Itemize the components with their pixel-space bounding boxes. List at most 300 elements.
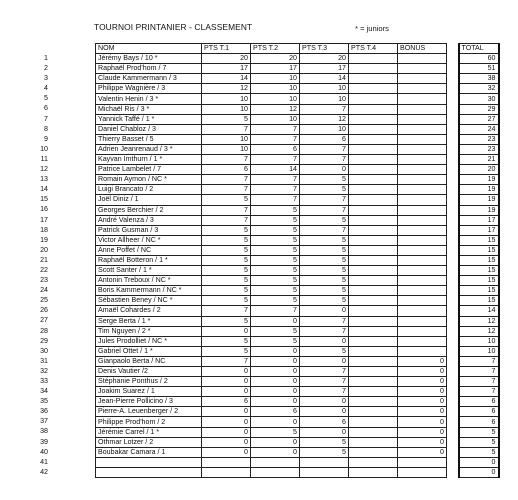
score-cell-t2: 0 [251,397,300,407]
score-cell-t4 [349,225,398,235]
score-cell-t2: 0 [251,437,300,447]
score-cell-t3: 14 [300,74,349,84]
row-number: 31 [40,356,48,365]
row-number: 5 [44,94,48,103]
score-cell-bonus [398,114,447,124]
spacer-cell [447,165,459,175]
row-number: 17 [40,215,48,224]
score-cell-t3: 7 [300,144,349,154]
score-cell-t1: 5 [202,296,251,306]
total-cell: 15 [459,276,499,286]
score-cell-t4 [349,457,398,467]
score-cell-t3: 5 [300,276,349,286]
table-row [96,124,499,134]
score-cell-bonus [398,255,447,265]
total-cell: 7 [459,377,499,387]
total-cell: 21 [459,155,499,165]
spacer-cell [447,316,459,326]
spacer-cell [447,144,459,154]
table-row [96,94,499,104]
player-name-cell: Stéphanie Ponthus / 2 [96,377,202,387]
row-number: 39 [40,437,48,446]
spacer-cell [447,245,459,255]
score-cell-t1: 7 [202,215,251,225]
score-cell-bonus [398,94,447,104]
total-cell: 19 [459,175,499,185]
score-cell-t4 [349,427,398,437]
score-cell-t1: 5 [202,235,251,245]
spacer-cell [447,84,459,94]
header-bonus: BONUS [398,44,447,54]
player-name-cell: Thierry Basset / 5 [96,134,202,144]
score-cell-t3: 7 [300,155,349,165]
player-name-cell: Boris Kammermann / NC * [96,286,202,296]
row-number: 16 [40,205,48,214]
ranking-table [95,43,500,478]
score-cell-t4 [349,64,398,74]
player-name-cell: Othmar Lotzer / 2 [96,437,202,447]
row-number: 20 [40,245,48,254]
player-name-cell: Jérémie Carrel / 1 * [96,427,202,437]
total-cell: 5 [459,447,499,457]
score-cell-t2: 0 [251,377,300,387]
row-number: 8 [44,124,48,133]
score-cell-t1: 5 [202,245,251,255]
spacer-cell [447,175,459,185]
score-cell-bonus [398,225,447,235]
spacer-cell [447,114,459,124]
score-cell-bonus [398,84,447,94]
spacer-cell [447,407,459,417]
row-number: 10 [40,144,48,153]
score-cell-t4 [349,397,398,407]
total-cell: 7 [459,367,499,377]
player-name-cell [96,457,202,467]
score-cell-t4 [349,306,398,316]
score-cell-t3: 5 [300,175,349,185]
player-name-cell: Jérémy Bays / 10 * [96,54,202,64]
spacer-cell [447,387,459,397]
row-number: 9 [44,134,48,143]
total-cell: 51 [459,64,499,74]
score-cell-t3: 10 [300,94,349,104]
score-cell-t2: 5 [251,326,300,336]
spacer-cell [447,205,459,215]
score-cell-t4 [349,114,398,124]
header-row [96,44,499,54]
table-row [96,225,499,235]
score-cell-t2: 17 [251,64,300,74]
row-number: 34 [40,387,48,396]
total-cell: 60 [459,54,499,64]
score-cell-t3: 6 [300,417,349,427]
total-cell: 15 [459,235,499,245]
score-cell-bonus: 0 [398,407,447,417]
score-cell-t1: 5 [202,255,251,265]
player-name-cell: Yannick Taffé / 1 * [96,114,202,124]
total-cell: 20 [459,165,499,175]
row-number: 42 [40,467,48,476]
player-name-cell: Jules Prodolliet / NC * [96,336,202,346]
score-cell-t4 [349,407,398,417]
score-cell-t3: 7 [300,205,349,215]
total-cell: 15 [459,286,499,296]
player-name-cell: Daniel Chabloz / 3 [96,124,202,134]
table-row [96,417,499,427]
total-cell: 14 [459,306,499,316]
score-cell-t3: 20 [300,54,349,64]
score-cell-t1: 10 [202,104,251,114]
player-name-cell: Raphaël Prod'hom / 7 [96,64,202,74]
score-cell-t1: 12 [202,84,251,94]
spacer-cell [447,437,459,447]
score-cell-t4 [349,417,398,427]
spacer-cell [447,235,459,245]
score-cell-bonus [398,124,447,134]
total-cell: 29 [459,104,499,114]
table-row [96,336,499,346]
table-row [96,84,499,94]
table-row [96,407,499,417]
table-row [96,296,499,306]
score-cell-t4 [349,296,398,306]
row-number: 26 [40,306,48,315]
score-cell-t4 [349,437,398,447]
score-cell-t3: 5 [300,185,349,195]
score-cell-bonus [398,235,447,245]
score-cell-t1: 5 [202,336,251,346]
table-row [96,346,499,356]
player-name-cell: Serge Berta / 1 * [96,316,202,326]
player-name-cell: Scott Santer / 1 * [96,266,202,276]
score-cell-t3: 0 [300,407,349,417]
player-name-cell: Michaël Ris / 3 * [96,104,202,114]
score-cell-t1: 7 [202,155,251,165]
score-cell-t4 [349,447,398,457]
row-number: 12 [40,165,48,174]
table-row [96,165,499,175]
score-cell-bonus [398,175,447,185]
score-cell-t2: 5 [251,276,300,286]
score-cell-t2: 5 [251,286,300,296]
table-row [96,266,499,276]
score-cell-bonus: 0 [398,447,447,457]
table-row [96,64,499,74]
table-row [96,215,499,225]
header-pts-t4: PTS T.4 [349,44,398,54]
score-cell-bonus [398,326,447,336]
table-row [96,74,499,84]
score-cell-t1: 10 [202,134,251,144]
spacer-cell [447,326,459,336]
spacer-cell [447,356,459,366]
total-cell: 10 [459,336,499,346]
score-cell-t3 [300,457,349,467]
spacer-cell [447,225,459,235]
total-cell: 24 [459,124,499,134]
spacer-cell [447,266,459,276]
score-cell-bonus [398,457,447,467]
score-cell-bonus [398,144,447,154]
score-cell-t1: 5 [202,114,251,124]
score-cell-bonus [398,54,447,64]
table-row [96,457,499,467]
score-cell-t2: 6 [251,144,300,154]
score-cell-t2: 10 [251,74,300,84]
player-name-cell: Patrick Gusman / 3 [96,225,202,235]
header-total: TOTAL [459,44,499,54]
score-cell-t4 [349,215,398,225]
player-name-cell: Gabriel Ottet / 1 * [96,346,202,356]
score-cell-t1: 7 [202,356,251,366]
score-cell-bonus [398,134,447,144]
score-cell-t1: 0 [202,377,251,387]
score-cell-t2: 10 [251,94,300,104]
score-cell-t1: 7 [202,306,251,316]
score-cell-t3: 5 [300,235,349,245]
total-cell: 15 [459,255,499,265]
table-row [96,205,499,215]
score-cell-t3: 7 [300,316,349,326]
spacer-cell [447,104,459,114]
score-cell-t2: 10 [251,84,300,94]
score-cell-t2: 0 [251,316,300,326]
score-cell-t3: 0 [300,336,349,346]
score-cell-t2: 0 [251,367,300,377]
total-cell: 19 [459,195,499,205]
score-cell-t4 [349,175,398,185]
score-cell-t1: 7 [202,124,251,134]
document-title: TOURNOI PRINTANIER - CLASSEMENT [94,22,253,32]
score-cell-t2: 5 [251,336,300,346]
header-pts-t1: PTS T.1 [202,44,251,54]
score-cell-t2: 7 [251,134,300,144]
score-cell-t2: 7 [251,124,300,134]
score-cell-t2: 5 [251,245,300,255]
score-cell-bonus [398,276,447,286]
score-cell-t1 [202,457,251,467]
score-cell-t2: 0 [251,417,300,427]
header-name: NOM [96,44,202,54]
score-cell-t1 [202,467,251,477]
row-number: 11 [40,154,48,163]
score-cell-t2: 12 [251,104,300,114]
player-name-cell: Philippe Wagnière / 3 [96,84,202,94]
score-cell-bonus [398,74,447,84]
player-name-cell: Joakim Suarez / 1 [96,387,202,397]
score-cell-t2: 7 [251,155,300,165]
table-row [96,144,499,154]
score-cell-t2: 6 [251,407,300,417]
spacer-cell [447,397,459,407]
player-name-cell: Kayvan Imthurn / 1 * [96,155,202,165]
total-cell: 5 [459,427,499,437]
player-name-cell: Anne Poffet / NC [96,245,202,255]
table-row [96,316,499,326]
total-cell: 15 [459,245,499,255]
score-cell-bonus [398,64,447,74]
score-cell-t2: 7 [251,306,300,316]
header-pts-t3: PTS T.3 [300,44,349,54]
row-number: 30 [40,346,48,355]
score-cell-t2: 0 [251,387,300,397]
score-cell-t4 [349,94,398,104]
score-cell-t4 [349,195,398,205]
row-number: 7 [44,114,48,123]
score-cell-t3: 12 [300,114,349,124]
player-name-cell: Antonin Treboux / NC * [96,276,202,286]
score-cell-t4 [349,467,398,477]
player-name-cell: Denis Vautier /2 [96,367,202,377]
score-cell-t4 [349,155,398,165]
score-cell-t4 [349,185,398,195]
score-cell-t1: 20 [202,54,251,64]
player-name-cell: Luigi Brancato / 2 [96,185,202,195]
spacer-cell [447,155,459,165]
player-name-cell: Patrice Lambelet / 7 [96,165,202,175]
table-row [96,306,499,316]
total-cell: 23 [459,144,499,154]
spacer-cell [447,54,459,64]
score-cell-t2: 5 [251,215,300,225]
score-cell-t3: 7 [300,326,349,336]
score-cell-t3: 0 [300,397,349,407]
table-row [96,255,499,265]
score-cell-t2: 14 [251,165,300,175]
row-number: 2 [44,64,48,73]
player-name-cell: Pierre-A. Leuenberger / 2 [96,407,202,417]
table-row [96,286,499,296]
score-cell-t2 [251,467,300,477]
total-cell: 19 [459,185,499,195]
score-cell-t1: 0 [202,387,251,397]
score-cell-t4 [349,54,398,64]
player-name-cell: André Valenza / 3 [96,215,202,225]
spacer-cell [447,74,459,84]
score-cell-t4 [349,387,398,397]
total-cell: 12 [459,326,499,336]
player-name-cell: Gianpaolo Berta / NC [96,356,202,366]
score-cell-bonus: 0 [398,427,447,437]
player-name-cell: Romain Aymon / NC * [96,175,202,185]
player-name-cell: Georges Berchier / 2 [96,205,202,215]
score-cell-t1: 7 [202,205,251,215]
score-cell-t4 [349,245,398,255]
score-cell-bonus [398,195,447,205]
spacer-cell [447,306,459,316]
spacer-cell [447,346,459,356]
table-row [96,447,499,457]
score-cell-t1: 10 [202,144,251,154]
table-row [96,155,499,165]
score-cell-t2: 5 [251,205,300,215]
score-cell-bonus: 0 [398,377,447,387]
score-cell-t2: 5 [251,235,300,245]
row-number: 23 [40,276,48,285]
table-row [96,377,499,387]
row-number: 38 [40,427,48,436]
table-row [96,235,499,245]
row-number: 33 [40,377,48,385]
table-row [96,104,499,114]
total-cell: 15 [459,266,499,276]
score-cell-t3: 0 [300,165,349,175]
spacer-cell [447,185,459,195]
table-row [96,437,499,447]
score-cell-t3: 0 [300,356,349,366]
score-cell-bonus [398,205,447,215]
table-row [96,387,499,397]
score-cell-t3: 10 [300,84,349,94]
row-number: 3 [44,74,48,83]
score-cell-t1: 7 [202,175,251,185]
score-cell-t4 [349,144,398,154]
table-row [96,367,499,377]
score-cell-bonus [398,286,447,296]
spacer-cell [447,296,459,306]
player-name-cell: Jean-Pierre Pollicino / 3 [96,397,202,407]
score-cell-t3: 5 [300,266,349,276]
score-cell-t2: 5 [251,296,300,306]
score-cell-t4 [349,84,398,94]
score-cell-t2: 20 [251,54,300,64]
score-cell-t2: 5 [251,266,300,276]
spacer-cell [447,286,459,296]
row-numbers [24,53,48,477]
score-cell-bonus [398,467,447,477]
spacer-cell [447,124,459,134]
score-cell-t4 [349,255,398,265]
row-number: 24 [40,286,48,295]
ranking-body [96,54,499,478]
total-cell: 6 [459,417,499,427]
player-name-cell: Claude Kammermann / 3 [96,74,202,84]
score-cell-bonus [398,296,447,306]
score-cell-t4 [349,377,398,387]
score-cell-t4 [349,266,398,276]
score-cell-t1: 5 [202,316,251,326]
row-number: 32 [40,366,48,375]
score-cell-t1: 0 [202,367,251,377]
player-name-cell: Valentin Henin / 3 * [96,94,202,104]
score-cell-t3: 7 [300,387,349,397]
player-name-cell: Victor Allheer / NC * [96,235,202,245]
score-cell-t2: 7 [251,195,300,205]
score-cell-t4 [349,124,398,134]
score-cell-t1: 5 [202,276,251,286]
row-number: 41 [40,457,48,466]
score-cell-bonus [398,346,447,356]
table-row [96,245,499,255]
header-pts-t2: PTS T.2 [251,44,300,54]
score-cell-t4 [349,356,398,366]
score-cell-t2: 0 [251,356,300,366]
score-cell-bonus: 0 [398,417,447,427]
score-cell-bonus [398,245,447,255]
score-cell-t3: 5 [300,346,349,356]
row-number: 27 [40,316,48,325]
total-cell: 12 [459,316,499,326]
score-cell-t4 [349,346,398,356]
total-cell: 7 [459,356,499,366]
total-cell: 0 [459,457,499,467]
score-cell-t1: 0 [202,437,251,447]
row-number: 15 [40,195,48,204]
score-cell-t4 [349,104,398,114]
spacer-cell [447,134,459,144]
score-cell-bonus: 0 [398,387,447,397]
table-row [96,134,499,144]
